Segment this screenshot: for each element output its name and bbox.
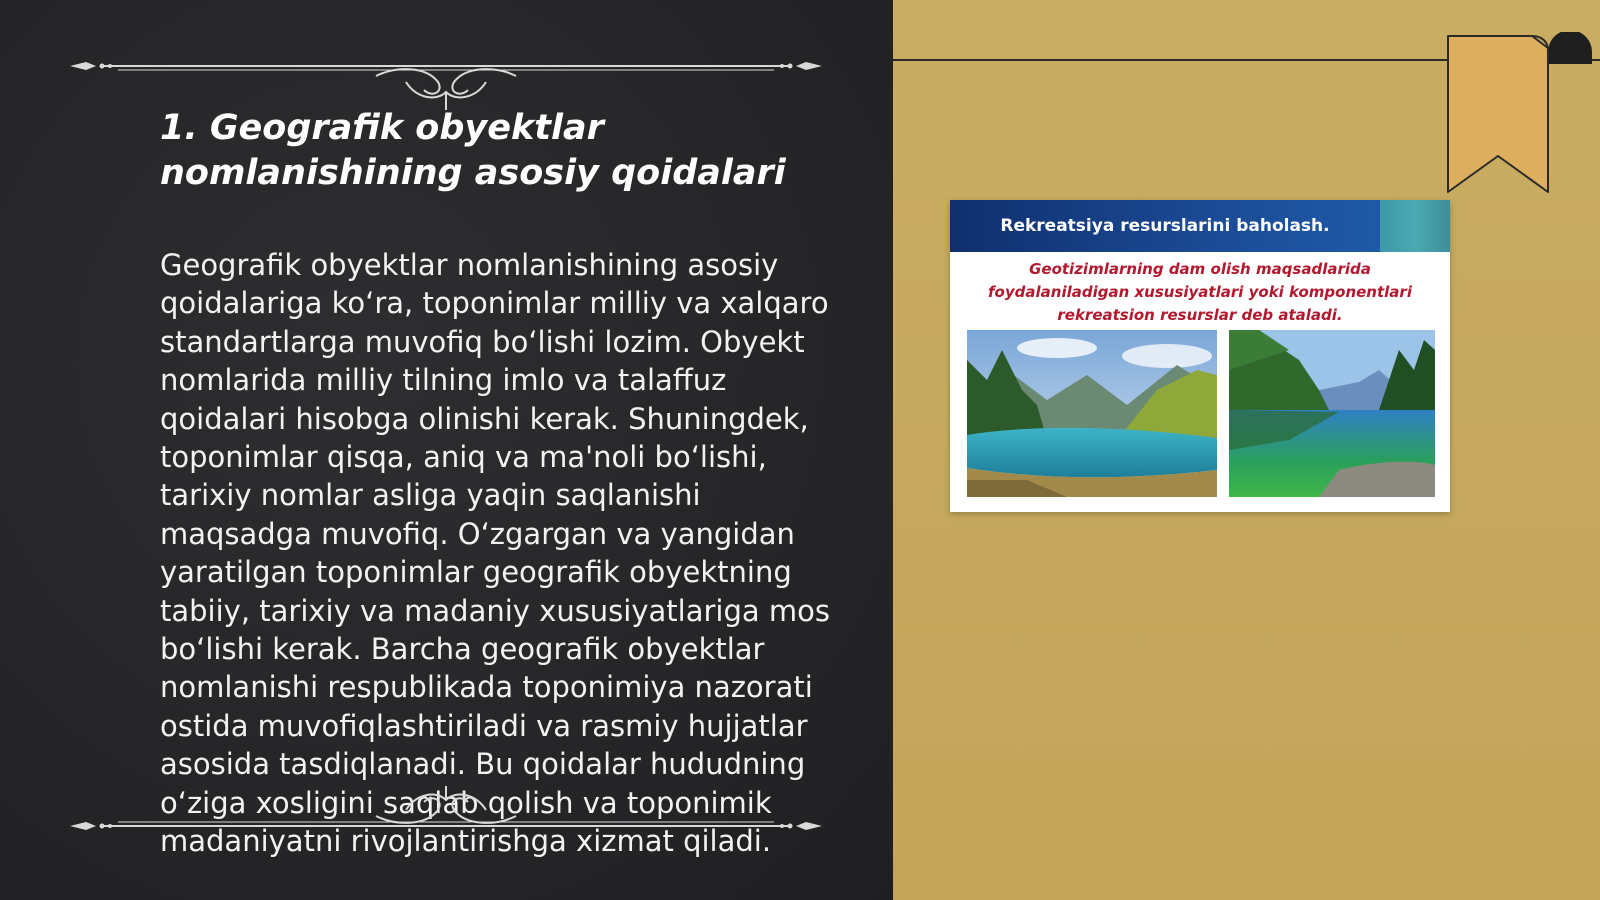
ornament-divider-icon xyxy=(66,786,826,846)
lake-photo-icon xyxy=(967,330,1217,497)
lake-photo-icon xyxy=(1229,330,1435,497)
picture-header: Rekreatsiya resurslarini baholash. xyxy=(950,200,1380,252)
ornament-divider-icon xyxy=(66,52,826,112)
picture-header-accent xyxy=(1380,200,1450,252)
slide-title: 1. Geografik obyektlar nomlanishining asosiy qoidalari xyxy=(160,108,786,193)
slide-body-text: Geografik obyektlar nomlanishining asosiy qoidalariga koʻra, toponimlar milliy va xalqaro standartlarga muvofiq boʻlishi lozim. Obyekt nomlarida milliy tilning imlo va talaffuz qoidalari hisobga olinishi kerak. Shuningdek, toponimlar qisqa, aniq va ma'noli boʻlishi, tarixiy nomlar asliga yaqin saqlanishi maqsadga muvofiq. Oʻzgargan va yangidan yaratilgan toponimlar geografik obyektning tabiiy, tarixiy va madaniy xususiyatlariga mos boʻlishi kerak. Barcha geografik obyektlar nomlanishi respublikada toponimiya nazorati ostida muvofiqlashtiriladi va rasmiy hujjatlar asosida tasdiqlanadi. Bu qoidalar hududning oʻziga xosligini saqlab qolish va toponimik madaniyatni rivojlantirishga xizmat qiladi. xyxy=(160,248,830,859)
recreation-resources-picture xyxy=(950,200,1450,512)
picture-caption: Geotizimlarning dam olish maqsadlarida foydalaniladigan xususiyatlari yoki komponentlari rekreatsion resurslar deb ataladi. xyxy=(988,260,1412,324)
bookmark-icon xyxy=(1430,32,1600,202)
